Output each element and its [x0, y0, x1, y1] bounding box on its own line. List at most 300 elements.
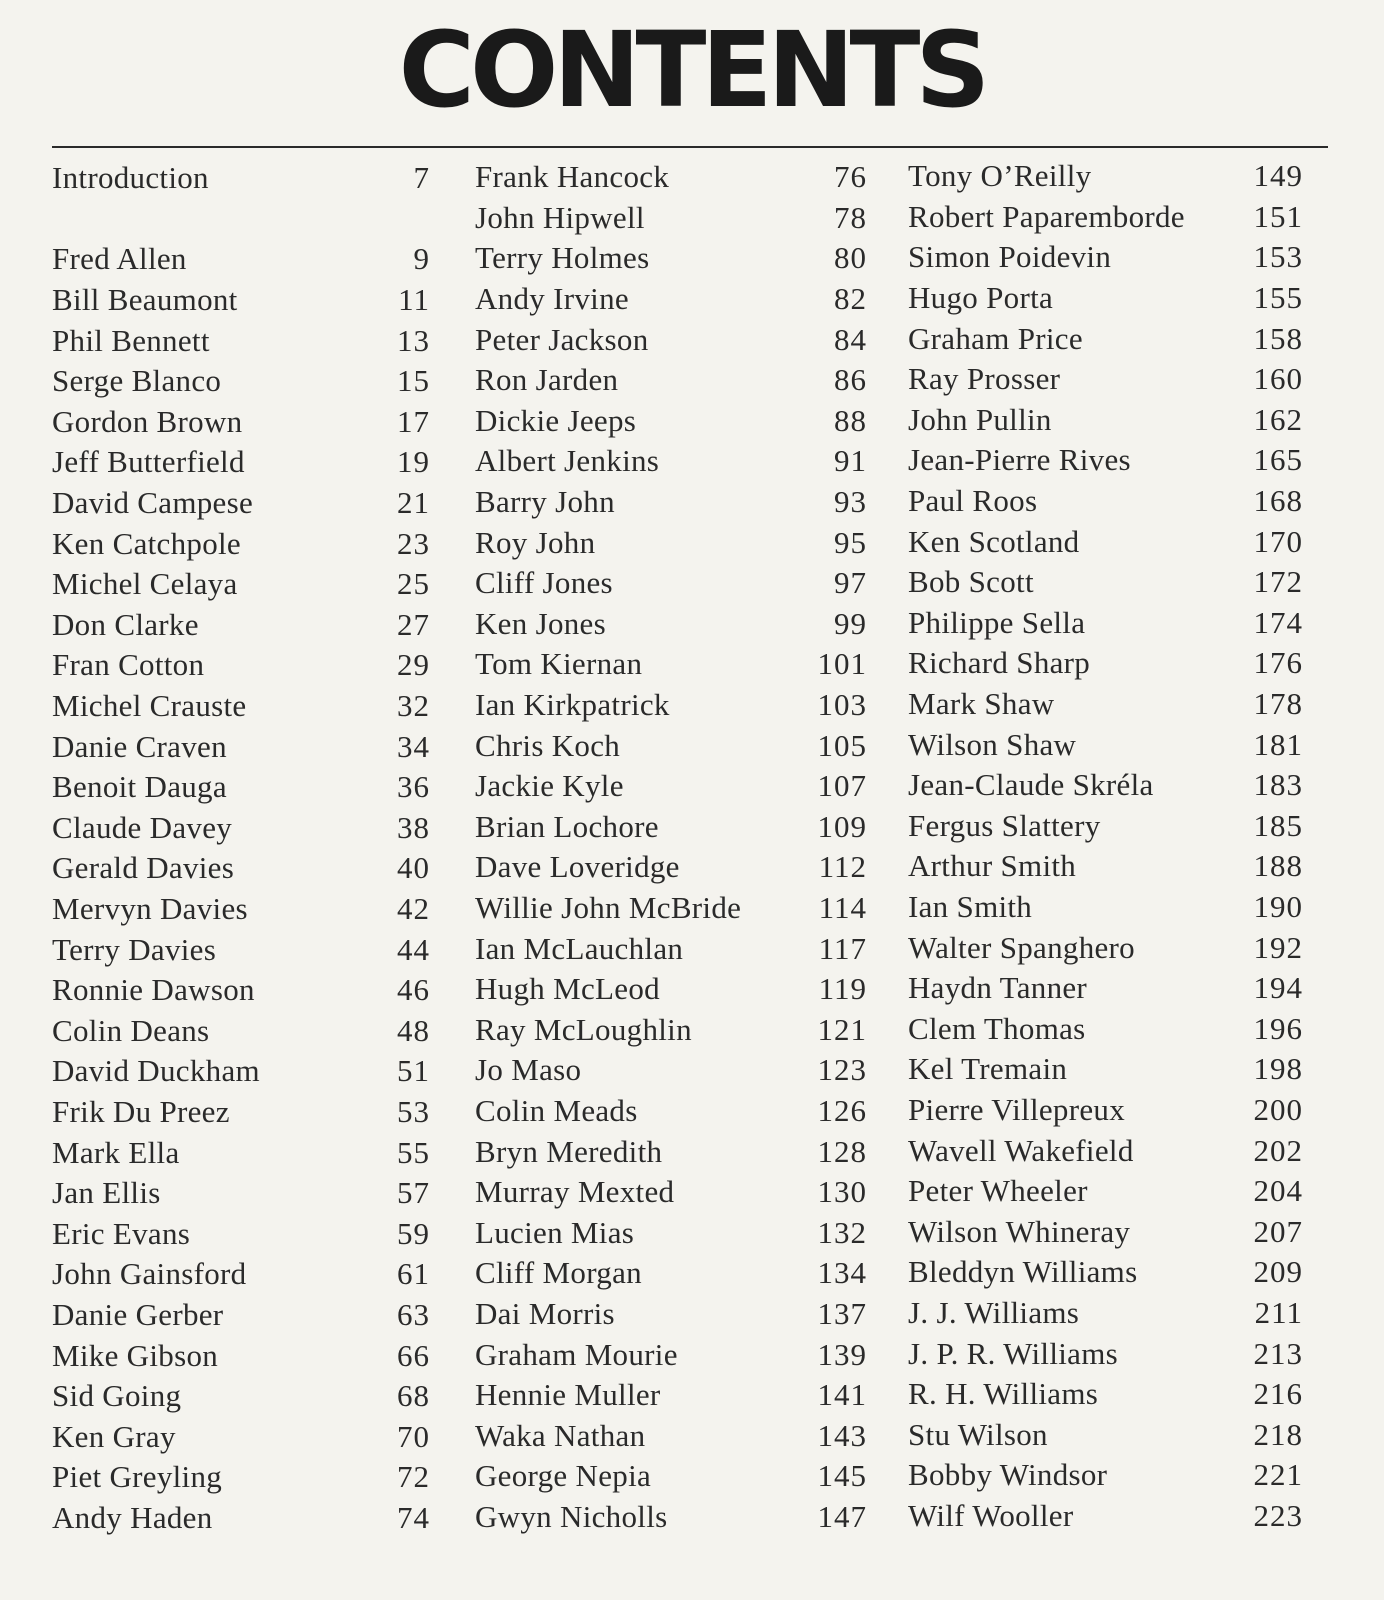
- entry-name: Wilf Wooller: [908, 1497, 1074, 1533]
- entry-name: Wilson Whineray: [908, 1213, 1131, 1249]
- contents-entry: [908, 481, 1303, 522]
- contents-entry: [908, 1414, 1303, 1455]
- entry-name: Introduction: [52, 160, 209, 196]
- entry-page-number: 48: [397, 1012, 430, 1048]
- entry-page-number: 216: [1253, 1376, 1303, 1412]
- contents-entry: [52, 1254, 430, 1295]
- contents-entry: [908, 1211, 1303, 1252]
- contents-entry: [908, 1090, 1303, 1131]
- contents-entry: [52, 970, 430, 1011]
- entry-name: Fran Cotton: [52, 647, 205, 683]
- entry-page-number: 128: [817, 1133, 867, 1169]
- contents-entry: [475, 522, 867, 563]
- contents-entry: [475, 1009, 867, 1050]
- entry-page-number: 19: [397, 444, 430, 480]
- entry-page-number: 153: [1253, 239, 1303, 275]
- entry-page-number: 188: [1253, 848, 1303, 884]
- contents-column-2: [475, 157, 867, 1537]
- entry-name: Tony O’Reilly: [908, 158, 1092, 194]
- contents-entry: [908, 1008, 1303, 1049]
- contents-entry: [908, 887, 1303, 928]
- contents-column-1: [52, 158, 430, 1538]
- contents-entry: [475, 685, 867, 726]
- contents-entry: [52, 889, 430, 930]
- entry-name: Terry Holmes: [475, 240, 650, 276]
- entry-name: Mervyn Davies: [52, 890, 248, 926]
- entry-page-number: 158: [1253, 320, 1303, 356]
- contents-entry: [908, 1049, 1303, 1090]
- entry-page-number: 82: [834, 281, 867, 317]
- entry-name: Ian McLauchlan: [475, 930, 684, 966]
- contents-entry: [908, 968, 1303, 1009]
- entry-page-number: 91: [834, 443, 867, 479]
- entry-page-number: 121: [817, 1011, 867, 1047]
- contents-entry: [475, 766, 867, 807]
- entry-page-number: 86: [834, 362, 867, 398]
- contents-entry: [908, 318, 1303, 359]
- entry-page-number: 15: [397, 363, 430, 399]
- contents-entry: [52, 1335, 430, 1376]
- contents-entry: [475, 1497, 867, 1538]
- contents-entry: [908, 1333, 1303, 1374]
- entry-name: Danie Gerber: [52, 1296, 224, 1332]
- contents-entry: [908, 440, 1303, 481]
- entry-page-number: 101: [817, 646, 867, 682]
- contents-entry: [52, 1376, 430, 1417]
- entry-page-number: 21: [397, 485, 430, 521]
- entry-page-number: 137: [817, 1295, 867, 1331]
- entry-name: Kel Tremain: [908, 1051, 1068, 1087]
- contents-entry: [52, 158, 430, 199]
- entry-page-number: 204: [1253, 1173, 1303, 1209]
- entry-name: J. J. Williams: [908, 1294, 1080, 1330]
- contents-entry: [908, 1374, 1303, 1415]
- entry-name: Bob Scott: [908, 564, 1034, 600]
- contents-entry: [908, 562, 1303, 603]
- contents-entry: [908, 359, 1303, 400]
- entry-name: Peter Jackson: [475, 321, 649, 357]
- entry-page-number: 178: [1253, 686, 1303, 722]
- contents-entry: [52, 605, 430, 646]
- entry-page-number: 198: [1253, 1051, 1303, 1087]
- contents-entry: [475, 319, 867, 360]
- entry-page-number: 132: [817, 1214, 867, 1250]
- entry-page-number: 183: [1253, 767, 1303, 803]
- entry-page-number: 172: [1253, 564, 1303, 600]
- contents-entry: [908, 156, 1303, 197]
- entry-page-number: 9: [413, 241, 430, 277]
- entry-name: Bleddyn Williams: [908, 1254, 1138, 1290]
- entry-name: Michel Celaya: [52, 566, 238, 602]
- entry-name: George Nepia: [475, 1458, 652, 1494]
- contents-entry: [475, 1212, 867, 1253]
- entry-page-number: 200: [1253, 1091, 1303, 1127]
- entry-name: Ken Jones: [475, 605, 606, 641]
- entry-name: Mark Shaw: [908, 686, 1055, 722]
- contents-entry: [908, 724, 1303, 765]
- contents-entry: [475, 807, 867, 848]
- entry-page-number: 170: [1253, 523, 1303, 559]
- entry-page-number: 107: [817, 768, 867, 804]
- contents-entry: [908, 1130, 1303, 1171]
- entry-page-number: 202: [1253, 1132, 1303, 1168]
- entry-name: Jo Maso: [475, 1052, 582, 1088]
- contents-entry: [52, 1416, 430, 1457]
- entry-name: Waka Nathan: [475, 1417, 646, 1453]
- contents-entry: [52, 280, 430, 321]
- entry-page-number: 72: [397, 1459, 430, 1495]
- contents-entry: [52, 1010, 430, 1051]
- entry-name: Jean-Pierre Rives: [908, 442, 1131, 478]
- entry-page-number: 181: [1253, 726, 1303, 762]
- entry-page-number: 25: [397, 566, 430, 602]
- entry-name: Tom Kiernan: [475, 646, 643, 682]
- contents-entry: [52, 361, 430, 402]
- entry-name: Mark Ella: [52, 1134, 180, 1170]
- entry-name: Claude Davey: [52, 809, 233, 845]
- contents-entry: [475, 847, 867, 888]
- entry-spacer: [52, 199, 430, 240]
- contents-entry: [908, 1496, 1303, 1537]
- contents-entry: [908, 278, 1303, 319]
- entry-name: Walter Spanghero: [908, 929, 1135, 965]
- entry-page-number: 11: [398, 282, 430, 318]
- entry-page-number: 168: [1253, 483, 1303, 519]
- entry-name: Hugo Porta: [908, 280, 1054, 316]
- entry-page-number: 119: [818, 971, 867, 1007]
- contents-entry: [475, 604, 867, 645]
- entry-page-number: 17: [397, 403, 430, 439]
- entry-name: Jean-Claude Skréla: [908, 767, 1154, 803]
- contents-entry: [52, 726, 430, 767]
- entry-page-number: 194: [1253, 970, 1303, 1006]
- entry-name: Jeff Butterfield: [52, 444, 245, 480]
- entry-name: Cliff Jones: [475, 565, 613, 601]
- entry-name: Frik Du Preez: [52, 1093, 230, 1129]
- entry-page-number: 95: [834, 524, 867, 560]
- contents-entry: [475, 725, 867, 766]
- entry-page-number: 145: [817, 1458, 867, 1494]
- entry-name: Ken Scotland: [908, 523, 1080, 559]
- contents-entry: [52, 645, 430, 686]
- entry-page-number: 103: [817, 687, 867, 723]
- entry-name: Piet Greyling: [52, 1459, 223, 1495]
- contents-entry: [475, 1131, 867, 1172]
- entry-name: Pierre Villepreux: [908, 1091, 1126, 1127]
- entry-page-number: 38: [397, 809, 430, 845]
- entry-page-number: 88: [834, 402, 867, 438]
- entry-name: Colin Deans: [52, 1012, 210, 1048]
- entry-page-number: 13: [397, 322, 430, 358]
- entry-page-number: 76: [834, 159, 867, 195]
- entry-name: David Duckham: [52, 1053, 260, 1089]
- contents-entry: [908, 846, 1303, 887]
- entry-name: Barry John: [475, 484, 615, 520]
- entry-name: Ken Gray: [52, 1418, 176, 1454]
- contents-entry: [475, 1415, 867, 1456]
- entry-page-number: 112: [818, 849, 867, 885]
- entry-page-number: 218: [1253, 1416, 1303, 1452]
- entry-name: Gwyn Nicholls: [475, 1498, 668, 1534]
- contents-entry: [908, 1455, 1303, 1496]
- entry-page-number: 126: [817, 1092, 867, 1128]
- contents-entry: [52, 1213, 430, 1254]
- contents-entry: [52, 402, 430, 443]
- entry-page-number: 84: [834, 321, 867, 357]
- entry-name: Wavell Wakefield: [908, 1132, 1134, 1168]
- entry-page-number: 130: [817, 1174, 867, 1210]
- contents-entry: [475, 1050, 867, 1091]
- entry-name: Ray Prosser: [908, 361, 1061, 397]
- page-title: CONTENTS: [398, 9, 986, 131]
- contents-entry: [475, 157, 867, 198]
- contents-entry: [908, 603, 1303, 644]
- entry-name: Roy John: [475, 524, 596, 560]
- entry-name: John Pullin: [908, 401, 1052, 437]
- contents-entry: [52, 848, 430, 889]
- entry-name: Dickie Jeeps: [475, 402, 637, 438]
- entry-name: J. P. R. Williams: [908, 1335, 1118, 1371]
- contents-entry: [475, 238, 867, 279]
- entry-page-number: 109: [817, 808, 867, 844]
- contents-entry: [475, 563, 867, 604]
- entry-name: Haydn Tanner: [908, 970, 1088, 1006]
- entry-page-number: 61: [397, 1256, 430, 1292]
- entry-page-number: 209: [1253, 1254, 1303, 1290]
- entry-name: Ron Jarden: [475, 362, 619, 398]
- entry-name: Gordon Brown: [52, 403, 243, 439]
- contents-entry: [908, 684, 1303, 725]
- entry-page-number: 213: [1253, 1335, 1303, 1371]
- entry-page-number: 114: [818, 889, 867, 925]
- entry-name: Dave Loveridge: [475, 849, 680, 885]
- contents-entry: [908, 1293, 1303, 1334]
- entry-page-number: 221: [1253, 1457, 1303, 1493]
- entry-name: R. H. Williams: [908, 1376, 1099, 1412]
- entry-page-number: 134: [817, 1255, 867, 1291]
- contents-entry: [52, 1173, 430, 1214]
- entry-name: Richard Sharp: [908, 645, 1091, 681]
- entry-name: Ronnie Dawson: [52, 972, 255, 1008]
- entry-page-number: 151: [1253, 198, 1303, 234]
- contents-entry: [52, 1132, 430, 1173]
- entry-page-number: 46: [397, 972, 430, 1008]
- entry-page-number: 42: [397, 890, 430, 926]
- contents-entry: [52, 929, 430, 970]
- entry-name: Chris Koch: [475, 727, 621, 763]
- contents-entry: [475, 482, 867, 523]
- entry-page-number: 36: [397, 769, 430, 805]
- entry-page-number: 165: [1253, 442, 1303, 478]
- entry-page-number: 66: [397, 1337, 430, 1373]
- contents-entry: [475, 1172, 867, 1213]
- contents-entry: [475, 928, 867, 969]
- entry-name: Eric Evans: [52, 1215, 191, 1251]
- entry-name: Graham Price: [908, 320, 1083, 356]
- entry-name: Robert Paparemborde: [908, 198, 1185, 234]
- entry-name: Hugh McLeod: [475, 971, 660, 1007]
- entry-name: Phil Bennett: [52, 322, 210, 358]
- entry-page-number: 63: [397, 1296, 430, 1332]
- entry-page-number: 70: [397, 1418, 430, 1454]
- contents-entry: [475, 1375, 867, 1416]
- entry-page-number: 162: [1253, 401, 1303, 437]
- entry-page-number: 149: [1253, 158, 1303, 194]
- entry-name: Stu Wilson: [908, 1416, 1048, 1452]
- entry-name: John Gainsford: [52, 1256, 247, 1292]
- contents-entry: [475, 441, 867, 482]
- contents-entry: [475, 1253, 867, 1294]
- entry-page-number: 207: [1253, 1213, 1303, 1249]
- entry-page-number: 155: [1253, 280, 1303, 316]
- contents-entry: [475, 969, 867, 1010]
- entry-page-number: 143: [817, 1417, 867, 1453]
- entry-page-number: 34: [397, 728, 430, 764]
- contents-entry: [475, 1334, 867, 1375]
- contents-entry: [52, 239, 430, 280]
- entry-page-number: 27: [397, 606, 430, 642]
- contents-entry: [52, 1092, 430, 1133]
- entry-page-number: 99: [834, 605, 867, 641]
- contents-entry: [908, 765, 1303, 806]
- entry-name: Philippe Sella: [908, 604, 1086, 640]
- entry-name: Cliff Morgan: [475, 1255, 642, 1291]
- entry-page-number: 192: [1253, 929, 1303, 965]
- entry-page-number: 29: [397, 647, 430, 683]
- entry-name: Bobby Windsor: [908, 1457, 1108, 1493]
- entry-name: Paul Roos: [908, 483, 1038, 519]
- entry-name: Colin Meads: [475, 1092, 638, 1128]
- contents-entry: [475, 1456, 867, 1497]
- entry-name: Ken Catchpole: [52, 525, 241, 561]
- entry-page-number: 93: [834, 484, 867, 520]
- contents-entry: [52, 1498, 430, 1539]
- entry-name: Fergus Slattery: [908, 807, 1101, 843]
- contents-entry: [908, 400, 1303, 441]
- entry-name: Arthur Smith: [908, 848, 1077, 884]
- contents-entry: [908, 1171, 1303, 1212]
- entry-page-number: 74: [397, 1499, 430, 1535]
- entry-name: Sid Going: [52, 1378, 182, 1414]
- entry-name: Peter Wheeler: [908, 1173, 1088, 1209]
- contents-entry: [475, 401, 867, 442]
- entry-page-number: 51: [397, 1053, 430, 1089]
- entry-page-number: 44: [397, 931, 430, 967]
- entry-name: Murray Mexted: [475, 1174, 675, 1210]
- entry-page-number: 78: [834, 199, 867, 235]
- entry-page-number: 59: [397, 1215, 430, 1251]
- contents-entry: [52, 1295, 430, 1336]
- contents-entry: [52, 1051, 430, 1092]
- entry-name: John Hipwell: [475, 199, 645, 235]
- contents-column-3: [908, 156, 1303, 1536]
- entry-name: Lucien Mias: [475, 1214, 635, 1250]
- contents-entry: [52, 320, 430, 361]
- entry-name: Willie John McBride: [475, 889, 742, 925]
- entry-name: Michel Crauste: [52, 688, 247, 724]
- entry-page-number: 97: [834, 565, 867, 601]
- entry-page-number: 23: [397, 525, 430, 561]
- entry-name: David Campese: [52, 485, 254, 521]
- entry-name: Serge Blanco: [52, 363, 222, 399]
- entry-name: Dai Morris: [475, 1295, 615, 1331]
- entry-name: Gerald Davies: [52, 850, 235, 886]
- entry-page-number: 80: [834, 240, 867, 276]
- entry-name: Bill Beaumont: [52, 282, 238, 318]
- entry-name: Don Clarke: [52, 606, 199, 642]
- contents-entry: [475, 360, 867, 401]
- contents-entry: [52, 1457, 430, 1498]
- contents-entry: [475, 198, 867, 239]
- title-divider: [52, 146, 1328, 148]
- entry-page-number: 176: [1253, 645, 1303, 681]
- entry-page-number: 40: [397, 850, 430, 886]
- entry-page-number: 57: [397, 1175, 430, 1211]
- contents-entry: [52, 808, 430, 849]
- entry-name: Wilson Shaw: [908, 726, 1077, 762]
- entry-page-number: 123: [817, 1052, 867, 1088]
- entry-page-number: 32: [397, 688, 430, 724]
- entry-page-number: 211: [1254, 1294, 1303, 1330]
- contents-entry: [908, 237, 1303, 278]
- entry-page-number: 190: [1253, 888, 1303, 924]
- entry-name: Clem Thomas: [908, 1010, 1086, 1046]
- contents-entry: [52, 767, 430, 808]
- entry-name: Frank Hancock: [475, 159, 670, 195]
- entry-page-number: 53: [397, 1093, 430, 1129]
- entry-page-number: 223: [1253, 1497, 1303, 1533]
- entry-name: Andy Irvine: [475, 281, 629, 317]
- contents-entry: [475, 888, 867, 929]
- contents-entry: [52, 564, 430, 605]
- entry-name: Benoit Dauga: [52, 769, 227, 805]
- contents-entry: [908, 643, 1303, 684]
- contents-entry: [52, 483, 430, 524]
- entry-name: Hennie Muller: [475, 1377, 661, 1413]
- contents-entry: [475, 279, 867, 320]
- entry-page-number: 185: [1253, 807, 1303, 843]
- contents-entry: [52, 523, 430, 564]
- contents-entry: [475, 1091, 867, 1132]
- contents-entry: [908, 521, 1303, 562]
- entry-name: Terry Davies: [52, 931, 217, 967]
- entry-page-number: 105: [817, 727, 867, 763]
- entry-page-number: 117: [818, 930, 867, 966]
- contents-entry: [52, 686, 430, 727]
- entry-page-number: 147: [817, 1498, 867, 1534]
- entry-page-number: 174: [1253, 604, 1303, 640]
- contents-entry: [475, 1294, 867, 1335]
- entry-page-number: 139: [817, 1336, 867, 1372]
- contents-entry: [908, 197, 1303, 238]
- contents-entry: [908, 1252, 1303, 1293]
- entry-name: Brian Lochore: [475, 808, 659, 844]
- entry-name: Jackie Kyle: [475, 768, 624, 804]
- entry-name: Graham Mourie: [475, 1336, 678, 1372]
- entry-name: Ian Smith: [908, 888, 1033, 924]
- entry-page-number: 196: [1253, 1010, 1303, 1046]
- contents-entry: [475, 644, 867, 685]
- entry-page-number: 141: [817, 1377, 867, 1413]
- entry-name: Mike Gibson: [52, 1337, 219, 1373]
- entry-name: Ian Kirkpatrick: [475, 687, 670, 723]
- entry-page-number: 55: [397, 1134, 430, 1170]
- entry-page-number: 7: [413, 160, 430, 196]
- entry-name: Fred Allen: [52, 241, 187, 277]
- entry-name: Albert Jenkins: [475, 443, 660, 479]
- entry-name: Bryn Meredith: [475, 1133, 663, 1169]
- entry-name: Andy Haden: [52, 1499, 213, 1535]
